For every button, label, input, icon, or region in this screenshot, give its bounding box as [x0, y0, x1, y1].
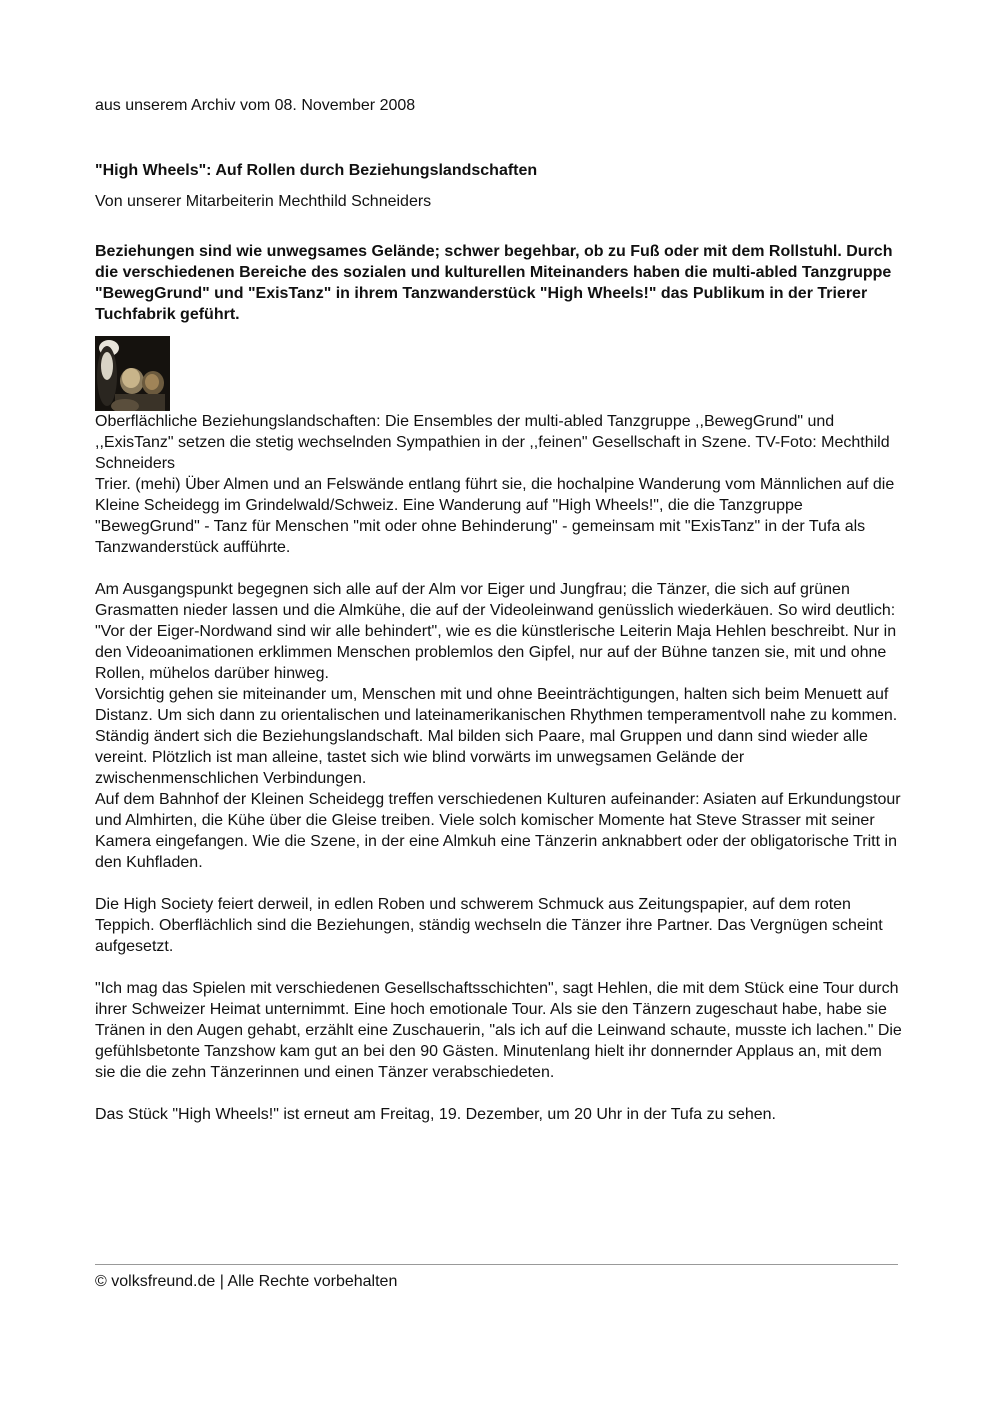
- article-photo: [95, 336, 170, 411]
- photo-caption: Oberflächliche Beziehungslandschaften: Die Ensembles der multi-abled Tanzgruppe ,,BewegGrund" und ,,ExisTanz" setzen die stetig wechselnden Sympathien in der ,,feinen" Gesellschaft in Szene. TV-Foto: Mechthild Schneiders: [95, 413, 890, 472]
- paragraph: Am Ausgangspunkt begegnen sich alle auf der Alm vor Eiger und Jungfrau; die Tänzer, die sich auf grünen Grasmatten nieder lassen und die Almkühe, die auf der Videoleinwand genüsslich wiederkäuen. So wird deutlich: "Vor der Eiger-Nordwand sind wir alle behindert", wie es die künstlerische Leiterin Maja Hehlen beschreibt. Nur in den Videoanimationen erklimmen Menschen problemlos den Gipfel, nur auf der Bühne tanzen sie, mit und ohne Rollen, mühelos darüber hinweg.: [95, 581, 897, 682]
- copyright-footer: © volksfreund.de | Alle Rechte vorbehalten: [95, 1273, 398, 1290]
- archive-date-line: aus unserem Archiv vom 08. November 2008: [95, 97, 416, 114]
- paragraph: Auf dem Bahnhof der Kleinen Scheidegg treffen verschiedenen Kulturen aufeinander: Asiaten auf Erkundungstour und Almhirten, die Kühe über die Gleise treiben. Viele solch komischer Momente hat Steve Strasser mit seiner Kamera eingefangen. Wie die Szene, in der eine Almkuh eine Tänzerin anknabbert oder der obligatorische Tritt in den Kuhfladen.: [95, 791, 901, 871]
- dancers-photo-illustration: [95, 336, 170, 411]
- article-lead: Beziehungen sind wie unwegsames Gelände; schwer begehbar, ob zu Fuß oder mit dem Rollstuhl. Durch die verschiedenen Bereiche des sozialen und kulturellen Miteinanders haben die multi-abled Tanzgruppe "BewegGrund" und "ExisTanz" in ihrem Tanzwanderstück "High Wheels!" das Publikum in der Trierer Tuchfabrik geführt.: [95, 243, 893, 323]
- paragraph: Trier. (mehi) Über Almen und an Felswände entlang führt sie, die hochalpine Wanderung vom Männlichen auf die Kleine Scheidegg im Grindelwald/Schweiz. Eine Wanderung auf "High Wheels!", die die Tanzgruppe "BewegGrund" - Tanz für Menschen "mit oder ohne Behinderung" - gemeinsam mit "ExisTanz" in der Tufa als Tanzwanderstück aufführte.: [95, 476, 895, 556]
- paragraph: "Ich mag das Spielen mit verschiedenen Gesellschaftsschichten", sagt Hehlen, die mit dem Stück eine Tour durch ihrer Schweizer Heimat unternimmt. Eine hoch emotionale Tour. Als sie den Tänzern zugeschaut habe, habe sie Tränen in den Augen gehabt, erzählt eine Zuschauerin, "als ich auf die Leinwand schaute, musste ich lachen." Die gefühlsbetonte Tanzshow kam gut an bei den 90 Gästen. Minutenlang hielt ihr donnernder Applaus an, mit dem sie die die zehn Tänzerinnen und einen Tänzer verabschiedeten.: [95, 980, 902, 1081]
- footer-divider: [95, 1264, 898, 1265]
- paragraph: Das Stück "High Wheels!" ist erneut am Freitag, 19. Dezember, um 20 Uhr in der Tufa zu sehen.: [95, 1106, 776, 1123]
- article-byline: Von unserer Mitarbeiterin Mechthild Schneiders: [95, 193, 432, 210]
- article-body: [95, 411, 905, 1125]
- paragraph: Die High Society feiert derweil, in edlen Roben und schwerem Schmuck aus Zeitungspapier, auf dem roten Teppich. Oberflächlich sind die Beziehungen, ständig wechseln die Tänzer ihre Partner. Das Vergnügen scheint aufgesetzt.: [95, 896, 883, 955]
- paragraph: Vorsichtig gehen sie miteinander um, Menschen mit und ohne Beeinträchtigungen, halten sich beim Menuett auf Distanz. Um sich dann zu orientalischen und lateinamerikanischen Rhythmen temperamentvoll nahe zu kommen. Ständig ändert sich die Beziehungslandschaft. Mal bilden sich Paare, mal Gruppen und dann sind wieder alle vereint. Plötzlich ist man alleine, tastet sich wie blind vorwärts im unwegsamen Gelände der zwischenmenschlichen Verbindungen.: [95, 686, 898, 787]
- article-title: "High Wheels": Auf Rollen durch Beziehungslandschaften: [95, 162, 538, 179]
